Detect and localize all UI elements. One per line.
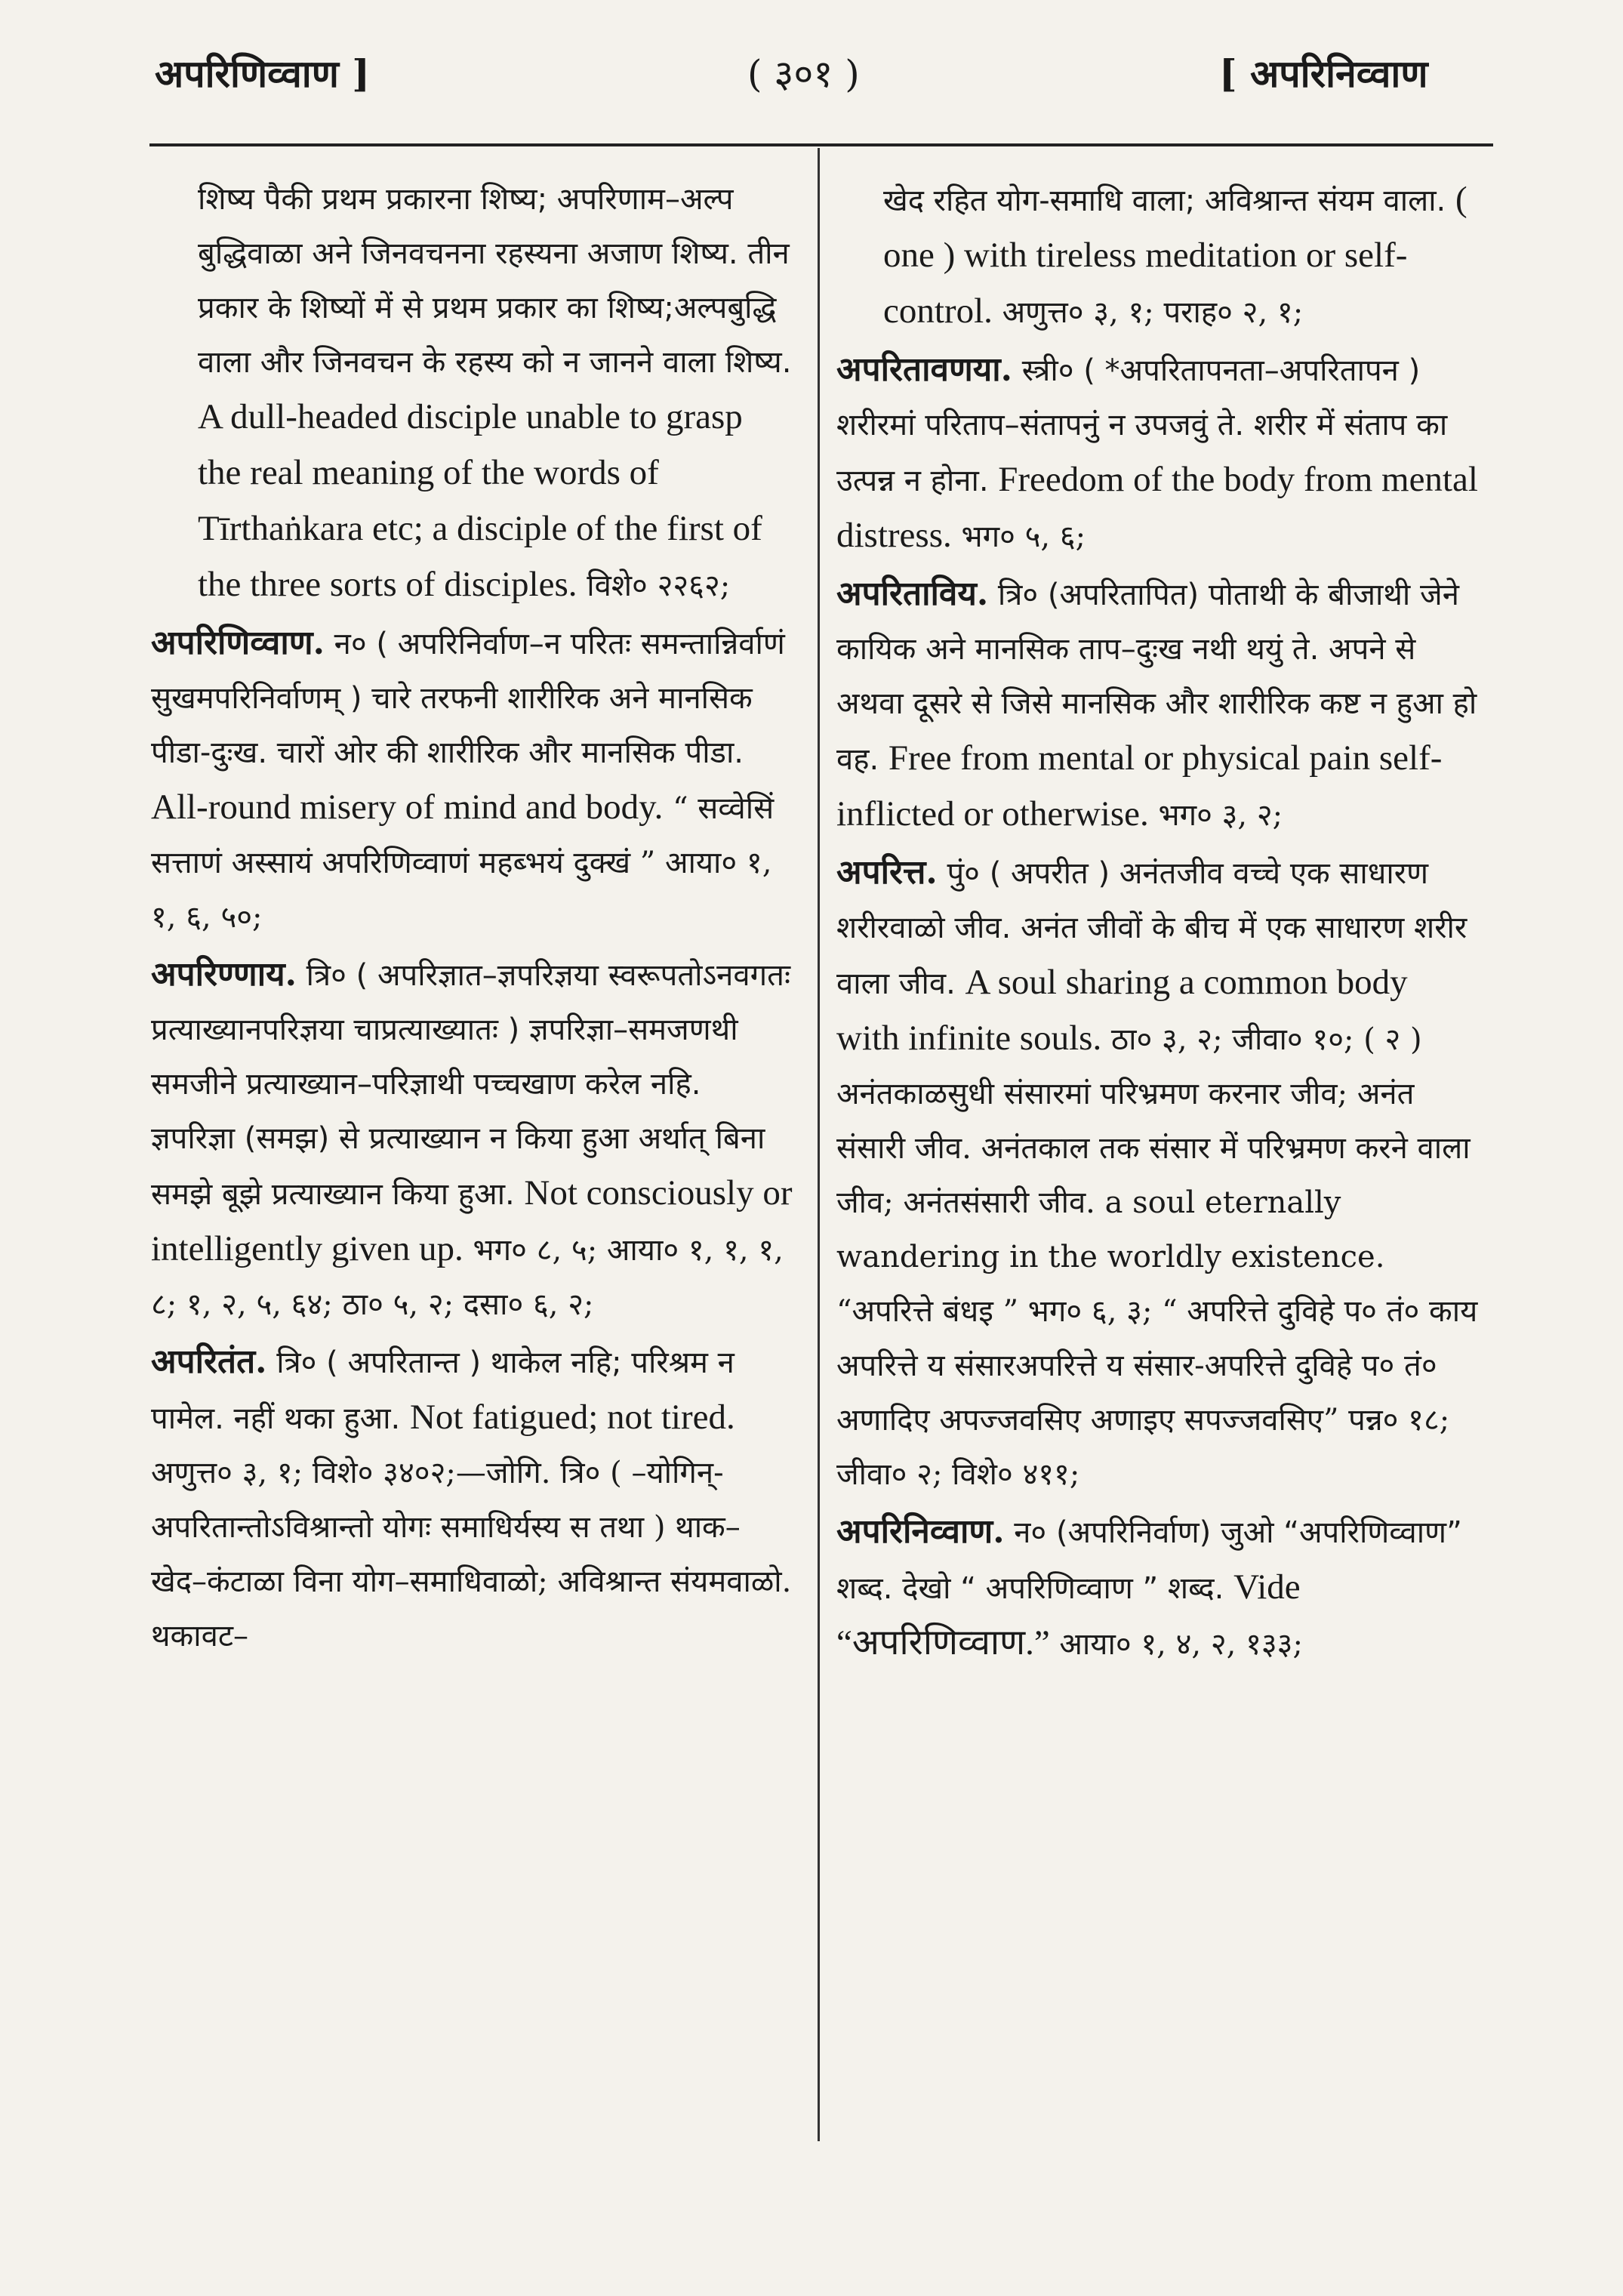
dictionary-entry: अपरिताविय. त्रि० (अपरितापित) पोताथी के बीजाथी जेने कायिक अने मानसिक ताप–दुःख नथी थयुं ते. अपने से अथवा दूसरे से जिसे मानसिक और शारीरिक कष्ट न हुआ हो वह. Free from mental or physical pain self-inflicted or otherwise. भग० ३, २; xyxy=(836,575,1477,834)
column-divider xyxy=(818,148,820,2141)
entry-continuation: खेद रहित योग-समाधि वाला; अविश्रान्त संयम वाला. ( one ) with tireless meditation or self-control. अणुत्त० ३, १; पराह० २, १; xyxy=(883,180,1467,331)
header-rule xyxy=(149,143,1493,146)
dictionary-entry: अपरित्त. पुं० ( अपरीत ) अनंतजीव वच्चे एक साधारण शरीरवाळो जीव. अनंत जीवों के बीच में एक साधारण शरीर वाला जीव. A soul sharing a common body with infinite souls. ठा० ३, २; जीवा० १०; ( २ ) अनंतकाळसुधी संसारमां परिभ्रमण करनार जीव; अनंत संसारी जीव. अनंतकाल तक संसार में परिभ्रमण करने वाला जीव; अनंतसंसारी जीव. a soul eternally wandering in the worldly existence. “अपरित्ते बंधइ ” भग० ६, ३; “ अपरित्ते दुविहे प० तं० काय अपरित्ते य संसारअपरित्ते य संसार-अपरित्ते दुविहे प० तं० अणादिए अपज्जवसिए अणाइए सपज्जवसिए” पन्न० १८; जीवा० २; विशे० ४११; xyxy=(836,853,1478,1492)
running-head-left: अपरिणिव्वाण ] xyxy=(155,51,370,96)
headword: अपरिणिव्वाण. xyxy=(151,624,325,662)
left-column xyxy=(151,172,793,1666)
dictionary-entry: अपरितावणया. स्त्री० ( *अपरितापनता–अपरितापन ) शरीरमां परिताप–संतापनुं न उपजवुं ते. शरीर में संताप का उत्पन्न न होना. Freedom of the body from mental distress. भग० ५, ६; xyxy=(836,350,1478,555)
dictionary-entry: अपरिणिव्वाण. न० ( अपरिनिर्वाण–न परितः समन्तान्निर्वाणं सुखमपरिनिर्वाणम् ) चारे तरफनी शारीरिक अने मानसिक पीडा-दुःख. चारों ओर की शारीरिक और मानसिक पीडा. All-round misery of mind and body. “ सव्वेसिं सत्ताणं अस्सायं अपरिणिव्वाणं महब्भयं दुक्खं ” आया० १, १, ६, ५०; xyxy=(151,624,785,935)
dictionary-entry: अपरितंत. त्रि० ( अपरितान्त ) थाकेल नहि; परिश्रम न पामेल. नहीं थका हुआ. Not fatigued; not tired. अणुत्त० ३, १; विशे० ३४०२;—जोगि. त्रि० ( –योगिन्- अपरितान्तोऽविश्रान्तो योगः समाधिर्यस्य स तथा ) थाक–खेद–कंटाळा विना योग–समाधिवाळो; अविश्रान्त संयमवाळो. थकावट– xyxy=(151,1342,792,1653)
headword: अपरिताविय. xyxy=(836,575,989,613)
right-column xyxy=(836,172,1478,1675)
dictionary-entry: अपरिनिव्वाण. न० (अपरिनिर्वाण) जुओ “अपरिणिव्वाण” शब्द. देखो “ अपरिणिव्वाण ” शब्द. Vide “अपरिणिव्वाण.” आया० १, ४, २, १३३; xyxy=(836,1512,1462,1663)
headword: अपरिण्णाय. xyxy=(151,955,297,994)
headword: अपरितंत. xyxy=(151,1342,267,1381)
entry-continuation: शिष्य पैकी प्रथम प्रकारना शिष्य; अपरिणाम–अल्प बुद्धिवाळा अने जिनवचनना रहस्यना अजाण शिष्य. तीन प्रकार के शिष्यों में से प्रथम प्रकार का शिष्य;अल्पबुद्धि वाला और जिनवचन के रहस्य को न जानने वाला शिष्य. A dull-headed disciple unable to grasp the real meaning of the words of Tīrthaṅkara etc; a disciple of the first of the three sorts of disciples. विशे० २२६२; xyxy=(198,182,792,604)
dictionary-entry: अपरिण्णाय. त्रि० ( अपरिज्ञात–ज्ञपरिज्ञया स्वरूपतोऽनवगतः प्रत्याख्यानपरिज्ञया चाप्रत्याख्यातः ) ज्ञपरिज्ञा–समजणथी समजीने प्रत्याख्यान–परिज्ञाथी पच्चखाण करेल नहि. ज्ञपरिज्ञा (समझ) से प्रत्याख्यान न किया हुआ अर्थात् बिना समझे बूझे प्रत्याख्यान किया हुआ. Not consciously or intelligently given up. भग० ८, ५; आया० १, १, १, ८; १, २, ५, ६४; ठा० ५, २; दसा० ६, २; xyxy=(151,955,793,1322)
headword: अपरित्त. xyxy=(836,853,938,892)
headword: अपरिनिव्वाण. xyxy=(836,1512,1005,1551)
headword: अपरितावणया. xyxy=(836,350,1012,389)
page-number: ( ३०१ ) xyxy=(747,52,860,96)
running-head-right: [ अपरिनिव्वाण xyxy=(1219,51,1428,96)
